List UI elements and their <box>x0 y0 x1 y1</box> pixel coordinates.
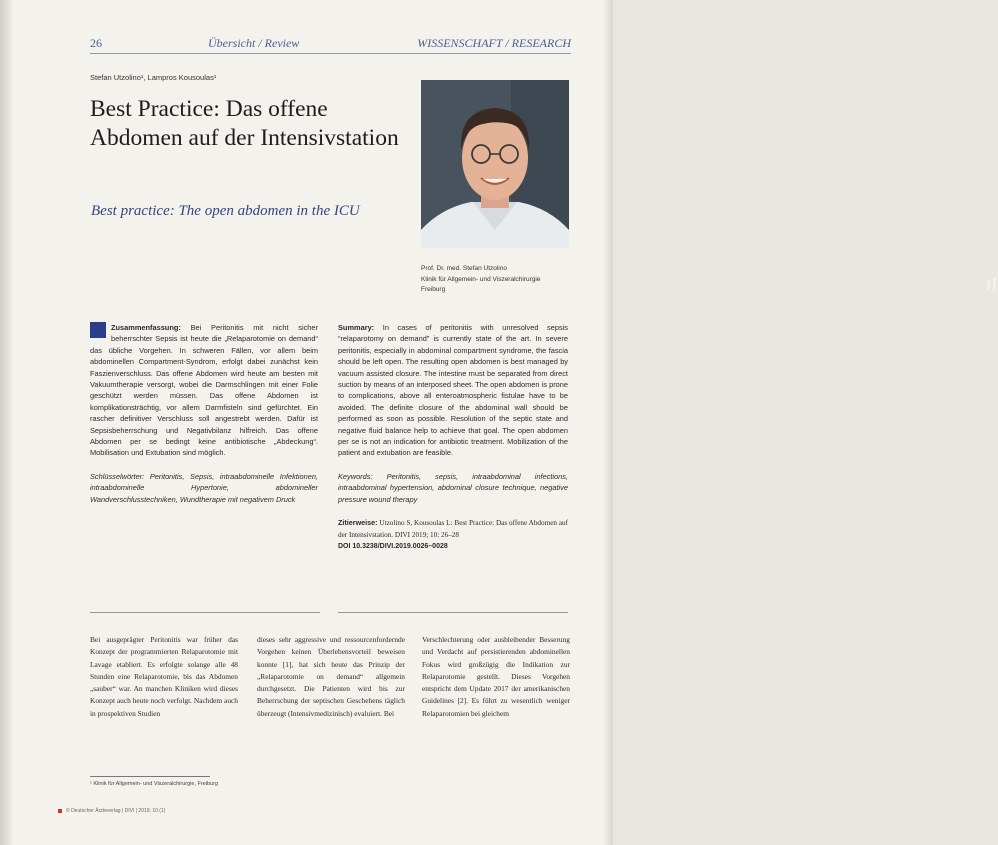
body-text-column-3: Verschlechterung oder ausbleibender Besserung und Verdacht auf persistierenden abdominellen Fokus wird großzügig die Indikation zur Relaparotomie gestellt. Dieses Vorgehen entspricht dem Update 2017 der amerikanischen Guidelines [2]. Es führt zu wesentlich weniger Relaparotomien bei gleichem <box>422 635 570 718</box>
running-header <box>90 36 571 52</box>
caption-city: Freiburg <box>421 286 446 293</box>
footer-marker-icon <box>58 809 62 813</box>
abstract-divider-right <box>338 612 568 613</box>
photo-caption <box>421 264 581 296</box>
caption-clinic: Klinik für Allgemein- und Viszeralchirurgie <box>421 275 541 283</box>
page-number: 26 <box>90 36 102 50</box>
abstract-marker-square <box>90 322 106 338</box>
page-shadow-right <box>603 0 613 845</box>
publisher-footer <box>58 808 165 814</box>
footnote-rule <box>90 776 210 777</box>
abstract-en-text: In cases of peritonitis with unresolved sepsis “relaparotomy on demand” is currently state of the art. In severe peritonitis, especially in abdominal compartment syndrome, the fascia should be left open. The resulting open abdomen is best managed by vacuum assisted closure. The intestine must be separated from direct suction by means of an interposed sheet. The open abdomen is prone to complications, above all enteroatmospheric fistulae have to be avoided. The definite closure of the abdominal wall should be performed as soon as possible. Resolution of the septic state and negative fluid balance help to achieve that goal. The open abdomen per se is not an indication for antibiotic treatment. Mobilization of the patient and extubation are feasible. <box>338 323 568 458</box>
abstract-de-text: Bei Peritonitis mit nicht sicher beherrschter Sepsis ist heute die „Relaparotomie on demand“ das übliche Vorgehen. In schweren Fällen, vor allem beim abdominellen Compartment-Syndrom, erfolgt dabei zunächst kein Faszienverschluss. Das offene Abdomen wird heute am besten mit Vakuumtherapie versorgt, wobei die Darmschlingen mit einer Folie geschützt werden müssen. Das offene Abdomen ist komplikationsträchtig, vor allem Darmfisteln sind gefürchtet. Ein rascher definitiver Verschluss soll angestrebt werden. Dafür ist Sepsisbeherrschung und Negativbilanz hilfreich. Das offene Abdomen per se bedingt keine antibiotische „Abdeckung“. Mobilisation und Extubation sind möglich. <box>90 323 318 458</box>
header-section: WISSENSCHAFT / RESEARCH <box>417 36 571 50</box>
keywords-en-label: Keywords: <box>338 471 373 481</box>
abstract-en-heading: Summary: <box>338 323 375 332</box>
page-shadow-left <box>0 0 14 845</box>
header-rubric: Übersicht / Review <box>208 36 300 50</box>
article-subtitle: Best practice: The open abdomen in the ICU <box>91 203 360 219</box>
abstract-english <box>338 322 568 552</box>
keywords-de-text: Peritonitis, Sepsis, intraabdominelle Infektionen, intraabdominelle Hypertonie, abdomineller Wandverschlusstechniken, Wundtherapie mit negativem Druck <box>90 471 318 504</box>
author-portrait-image <box>421 80 569 248</box>
citation-label: Zitierweise: <box>338 518 378 528</box>
body-text-column-1: Bei ausgeprägter Peritonitis war früher das Konzept der programmierten Relaparotomie mit Lavage etabliert. Es erfolgte solange alle 48 Stunden eine Relaparotomie, bis das Abdomen „sauber“ war. An manchen Kliniken wird dieses Konzept auch heute noch verfolgt. Nachdem auch in prospektiven Studien <box>90 635 238 718</box>
photo-credit: Foto: privat <box>986 277 998 290</box>
article-title: Best Practice: Das offene Abdomen auf der Intensivstation <box>90 96 399 151</box>
keywords-en-text: Peritonitis, sepsis, intraabdominal infections, intraabdominal hypertension, abdominal closure technique, negative pressure wound therapy <box>338 471 568 504</box>
abstract-divider-left <box>90 612 320 613</box>
caption-name: Prof. Dr. med. Stefan Utzolino <box>421 265 507 272</box>
citation-doi: DOI 10.3238/DIVI.2019.0026–0028 <box>338 542 448 550</box>
affiliation-footnote: ¹ Klinik für Allgemein- und Viszeralchirurgie, Freiburg <box>90 781 218 787</box>
abstract-german <box>90 322 318 505</box>
header-rule <box>90 53 571 54</box>
footer-text: © Deutscher Ärzteverlag | DIVI | 2019; 10 (1) <box>66 808 166 814</box>
body-text-column-2: dieses sehr aggressive und ressourcenfordernde Vorgehen keinen Überlebensvorteil beweisen konnte [1], hat sich heute das Prinzip der „Relaparotomie on demand“ allgemein durchgesetzt. Die Patienten wird bis zur Beherrschung der septischen Geschehens täglich überzeugt (Intensivmedizinisch) evaluiert. Bei <box>257 635 405 718</box>
article-authors: Stefan Utzolino¹, Lampros Kousoulas¹ <box>90 73 217 82</box>
abstract-de-heading: Zusammenfassung: <box>111 323 181 332</box>
citation-text: Utzolino S, Kousoulas L: Best Practice: Das offene Abdomen auf der Intensivstation. DIVI 2019; 10: 26–28 <box>338 519 569 539</box>
keywords-de-label: Schlüsselwörter: <box>90 471 145 481</box>
